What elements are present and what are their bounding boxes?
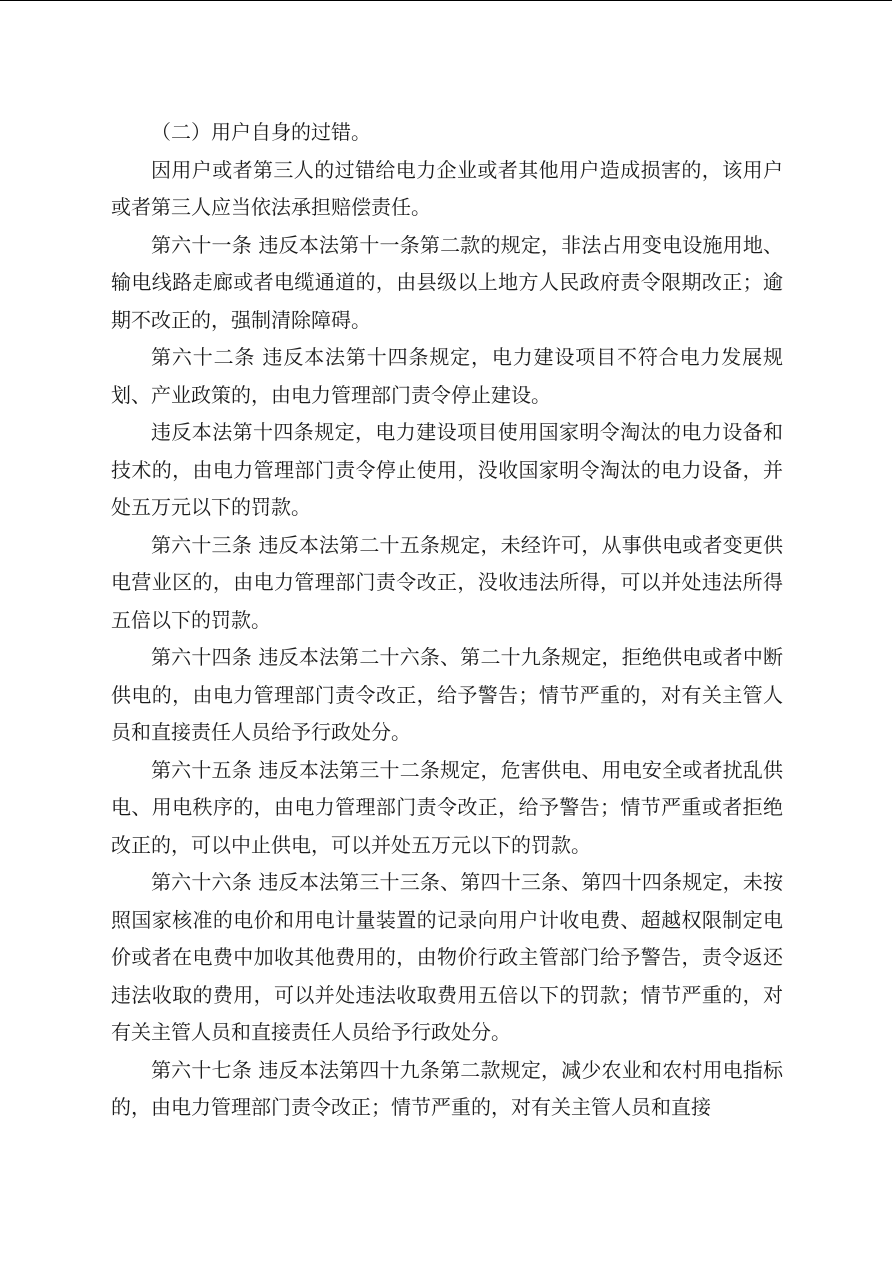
paragraph-user-fault: （二）用户自身的过错。	[151, 120, 371, 144]
paragraph-article-66: 第六十六条 违反本法第三十三条、第四十三条、第四十四条规定，未按照国家核准的电价和用电计量装置的记录向用户计收电费、超越权限制定电价或者在电费中加收其他费用的，由物价行政主管部门给予警告，责令返还违法收取的费用，可以并处违法收取费用五倍以下的罚款；情节严重的，对有关主管人员和直接责任人员给予行政处分。	[111, 870, 783, 1044]
paragraph-article-62-clause-2: 违反本法第十四条规定，电力建设项目使用国家明令淘汰的电力设备和技术的，由电力管理部门责令停止使用，没收国家明令淘汰的电力设备，并处五万元以下的罚款。	[111, 420, 783, 519]
paragraph-article-67: 第六十七条 违反本法第四十九条第二款规定，减少农业和农村用电指标的，由电力管理部门责令改正；情节严重的，对有关主管人员和直接	[111, 1057, 783, 1119]
document-body	[111, 114, 783, 1127]
paragraph-article-61: 第六十一条 违反本法第十一条第二款的规定，非法占用变电设施用地、输电线路走廊或者电缆通道的，由县级以上地方人民政府责令限期改正；逾期不改正的，强制清除障碍。	[111, 232, 783, 332]
paragraph-article-64: 第六十四条 违反本法第二十六条、第二十九条规定，拒绝供电或者中断供电的，由电力管理部门责令改正，给予警告；情节严重的，对有关主管人员和直接责任人员给予行政处分。	[111, 645, 783, 744]
paragraph-article-65: 第六十五条 违反本法第三十二条规定，危害供电、用电安全或者扰乱供电、用电秩序的，由电力管理部门责令改正，给予警告；情节严重或者拒绝改正的，可以中止供电，可以并处五万元以下的罚款。	[111, 757, 783, 857]
paragraph-article-62: 第六十二条 违反本法第十四条规定，电力建设项目不符合电力发展规划、产业政策的，由电力管理部门责令停止建设。	[111, 345, 783, 407]
paragraph-third-party-liability: 因用户或者第三人的过错给电力企业或者其他用户造成损害的，该用户或者第三人应当依法承担赔偿责任。	[111, 157, 783, 219]
paragraph-article-63: 第六十三条 违反本法第二十五条规定，未经许可，从事供电或者变更供电营业区的，由电力管理部门责令改正，没收违法所得，可以并处违法所得五倍以下的罚款。	[111, 532, 783, 632]
top-border-line	[0, 0, 892, 1]
